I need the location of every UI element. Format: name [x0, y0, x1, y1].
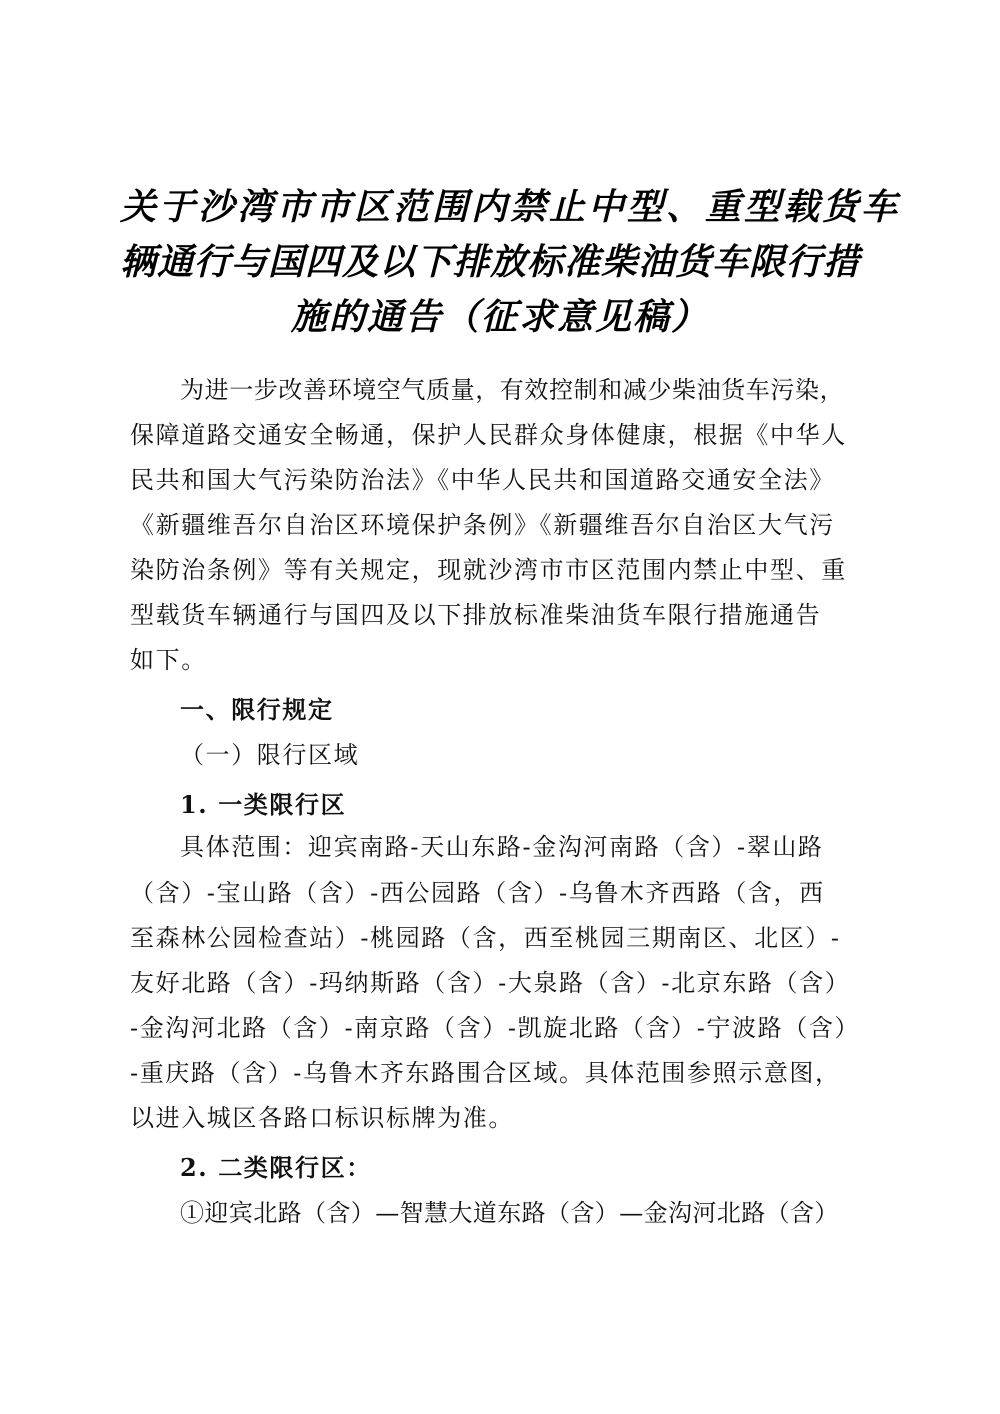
- zone-1-range-line: -金沟河北路（含）-南京路（含）-凯旋北路（含）-宁波路（含）: [130, 1014, 861, 1042]
- zone-heading-class-2: 2. 二类限行区：: [180, 1153, 372, 1182]
- intro-paragraph-line: 民共和国大气污染防治法》《中华人民共和国道路交通安全法》: [130, 466, 835, 494]
- zone-1-range-line: 至森林公园检查站）-桃园路（含，西至桃园三期南区、北区）-: [130, 924, 841, 952]
- zone-2-range-line: ①迎宾北路（含）—智慧大道东路（含）—金沟河北路（含）: [180, 1199, 839, 1227]
- intro-paragraph-line: 型载货车辆通行与国四及以下排放标准柴油货车限行措施通告: [130, 601, 822, 629]
- zone-heading-class-1: 1. 一类限行区: [180, 790, 347, 819]
- intro-paragraph-line: 如下。: [130, 646, 207, 674]
- notice-title-line-2: 辆通行与国四及以下排放标准柴油货车限行措: [120, 241, 861, 283]
- intro-paragraph-line: 《新疆维吾尔自治区环境保护条例》《新疆维吾尔自治区大气污: [130, 511, 835, 539]
- intro-paragraph-line: 保障道路交通安全畅通，保护人民群众身体健康，根据《中华人: [130, 421, 847, 449]
- notice-title-line-3: 施的通告（征求意见稿）: [290, 296, 709, 338]
- zone-1-range-line: （含）-宝山路（含）-西公园路（含）-乌鲁木齐西路（含，西: [130, 879, 825, 907]
- intro-paragraph-line: 为进一步改善环境空气质量，有效控制和减少柴油货车污染，: [180, 376, 845, 404]
- zone-1-range-line: -重庆路（含）-乌鲁木齐东路围合区域。具体范围参照示意图，: [130, 1059, 841, 1087]
- zone-1-range-line: 友好北路（含）-玛纳斯路（含）-大泉路（含）-北京东路（含）: [130, 969, 851, 997]
- notice-title-line-1: 关于沙湾市市区范围内禁止中型、重型载货车: [120, 186, 901, 228]
- zone-1-range-line: 以进入城区各路口标识标牌为准。: [130, 1104, 514, 1132]
- intro-paragraph-line: 染防治条例》等有关规定，现就沙湾市市区范围内禁止中型、重: [130, 556, 847, 584]
- section-heading-restriction-rules: 一、限行规定: [180, 696, 334, 724]
- zone-1-range-line: 具体范围：迎宾南路-天山东路-金沟河南路（含）-翠山路: [180, 833, 824, 861]
- subsection-heading-restriction-area: （一）限行区域: [180, 741, 360, 769]
